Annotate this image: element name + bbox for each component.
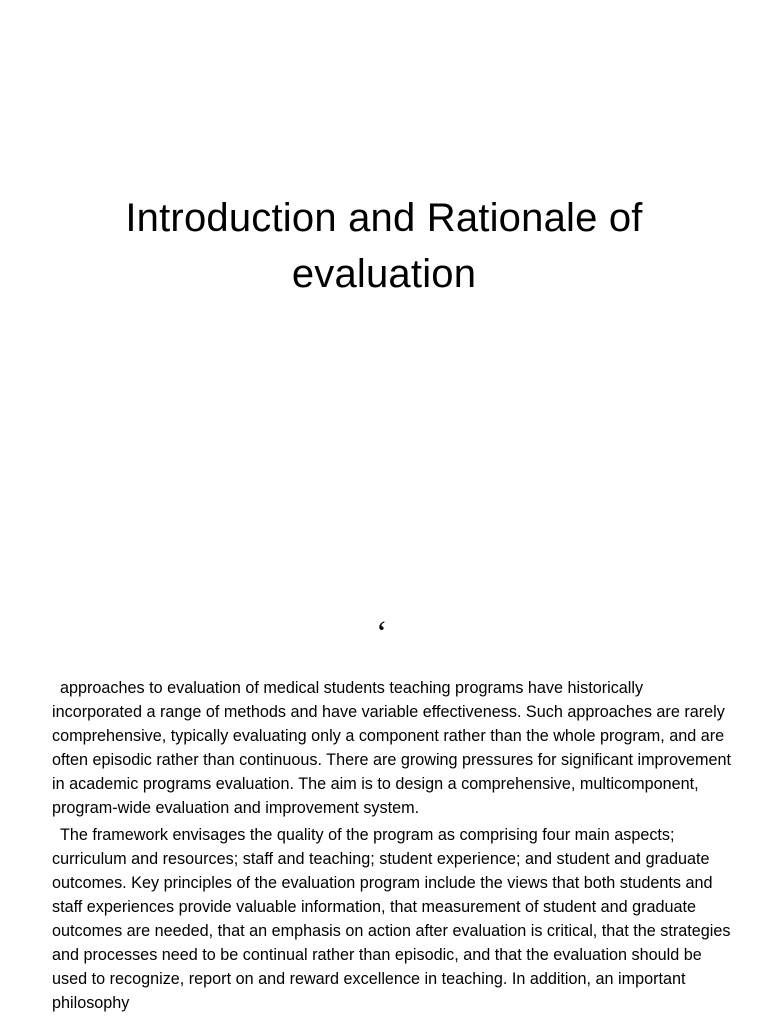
page-title: Introduction and Rationale of evaluation <box>125 196 643 296</box>
body-text <box>52 676 736 1018</box>
paragraph: approaches to evaluation of medical students teaching programs have historically incorporated a range of methods and have variable effectiveness. Such approaches are rarely comprehensive, typically evaluating only a component rather than the whole program, and are often episodic rather than continuous. There are growing pressures for significant improvement in academic programs evaluation. The aim is to design a comprehensive, multicomponent, program-wide evaluation and improvement system. <box>52 679 732 817</box>
quote-mark: ‘ <box>376 615 388 652</box>
paragraph: The framework envisages the quality of the program as comprising four main aspects; curriculum and resources; staff and teaching; student experience; and student and graduate outcomes. Key principles of the evaluation program include the views that both students and staff experiences provide valuable information, that measurement of student and graduate outcomes are needed, that an emphasis on action after evaluation is critical, that the strategies and processes need to be continual rather than episodic, and that the evaluation should be used to recognize, report on and reward excellence in teaching. In addition, an important philosophy <box>52 826 731 1012</box>
